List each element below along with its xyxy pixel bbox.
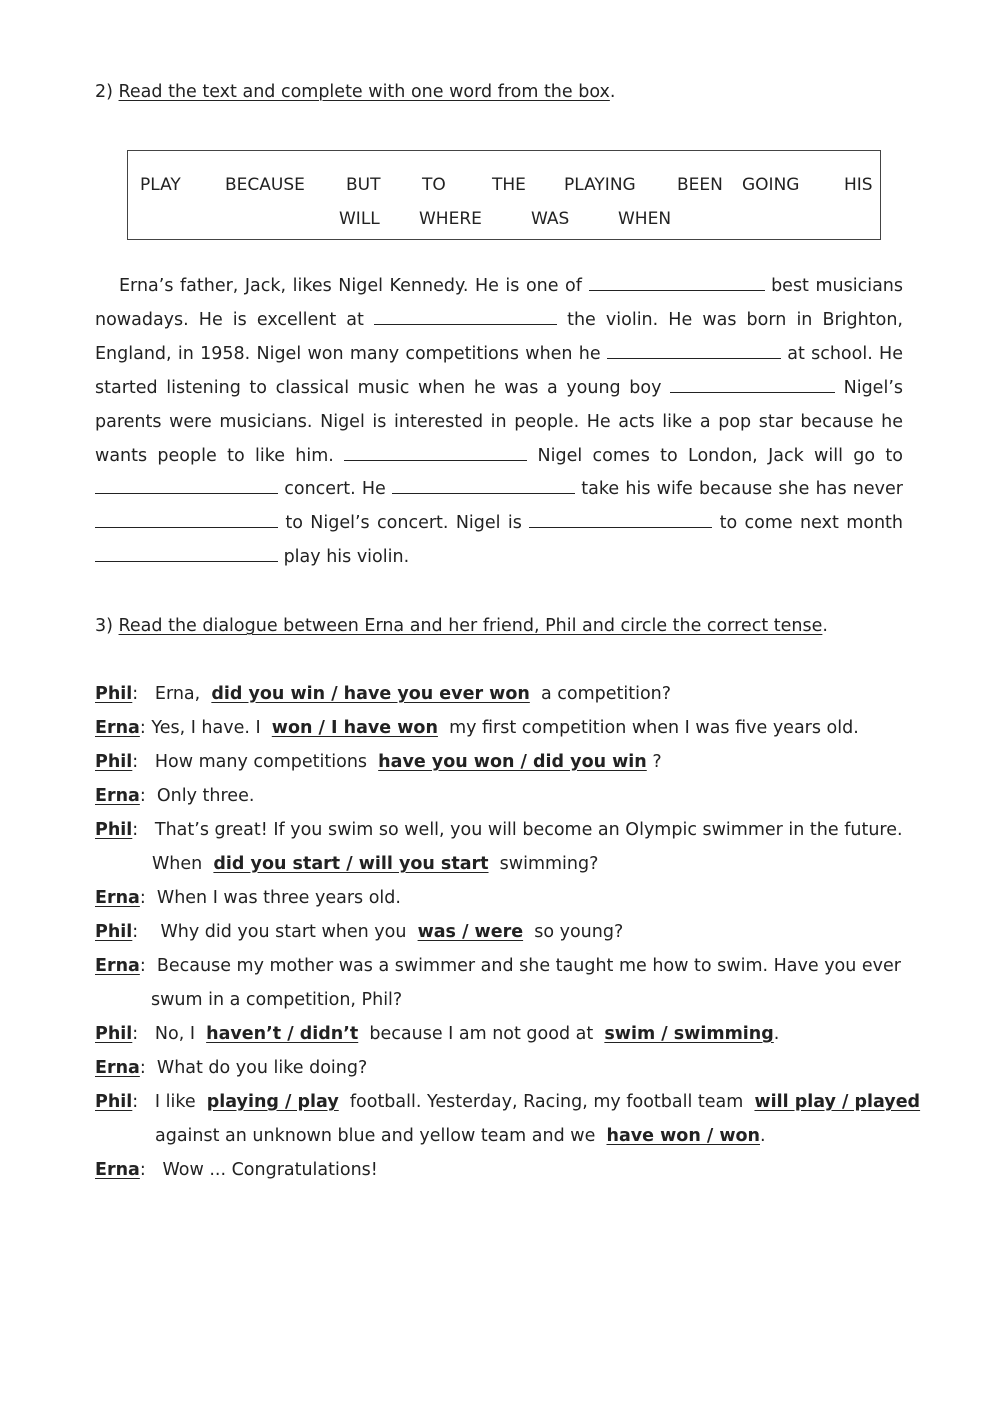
- word-box: [127, 150, 881, 240]
- speaker-name: Phil: [95, 1024, 133, 1044]
- answer-blank[interactable]: [95, 560, 278, 562]
- passage-text: take his wife because she has never: [581, 479, 903, 500]
- dialogue-line: Erna: What do you like doing?: [95, 1058, 368, 1078]
- section-2-heading: [95, 82, 615, 102]
- tense-choice[interactable]: did you win / have you ever won: [211, 684, 530, 704]
- dialogue-text: What do you like doing?: [156, 1058, 368, 1078]
- dialogue-text: swum in a competition, Phil?: [151, 990, 403, 1010]
- period: .: [822, 616, 828, 636]
- tense-choice[interactable]: have won / won: [606, 1126, 761, 1146]
- answer-blank[interactable]: [374, 323, 557, 325]
- tense-choice[interactable]: won / I have won: [271, 718, 438, 738]
- dialogue-text: because I am not good at: [369, 1024, 594, 1044]
- passage-text: Nigel comes to London, Jack will go to: [537, 445, 903, 466]
- speaker-name: Phil: [95, 752, 133, 772]
- dialogue-text: Yes, I have. I: [151, 718, 261, 738]
- dialogue-text: Wow ... Congratulations!: [162, 1160, 378, 1180]
- dialogue-line: Phil: No, I haven’t / didn’t because I am not good at swim / swimming.: [95, 1024, 780, 1044]
- speaker-name: Erna: [95, 956, 140, 976]
- dialogue-line-continued: [155, 1126, 766, 1146]
- dialogue-line-continued: [152, 854, 598, 874]
- speaker-name: Phil: [95, 922, 133, 942]
- dialogue-text: my first competition when I was five years old.: [449, 718, 859, 738]
- period: .: [609, 82, 616, 102]
- passage-text: Erna’s father, Jack, likes Nigel Kennedy. He is one of: [119, 276, 582, 296]
- dialogue-text: How many competitions: [154, 752, 368, 772]
- passage-text: to Nigel’s concert. Nigel is: [285, 513, 522, 534]
- tense-choice[interactable]: will play / played: [754, 1092, 921, 1112]
- dialogue-text: football. Yesterday, Racing, my football team: [349, 1092, 744, 1112]
- dialogue-text: Why did you start when you: [160, 922, 407, 942]
- speaker-name: Erna: [95, 1058, 140, 1078]
- answer-blank[interactable]: [589, 289, 765, 291]
- word: BECAUSE: [225, 175, 305, 195]
- dialogue-text: When I was three years old.: [156, 888, 401, 908]
- dialogue-line: Erna: Only three.: [95, 786, 255, 806]
- passage-text: at school. He started listening to classical music when he was a young boy: [95, 343, 903, 398]
- tense-choice[interactable]: playing / play: [206, 1092, 339, 1112]
- answer-blank[interactable]: [607, 357, 781, 359]
- word: WHERE: [419, 209, 482, 229]
- tense-choice[interactable]: did you start / will you start: [213, 854, 489, 874]
- dialogue-text: Only three.: [156, 786, 255, 806]
- dialogue-text: a competition?: [540, 684, 672, 704]
- answer-blank[interactable]: [95, 526, 278, 528]
- word: BUT: [346, 175, 381, 195]
- passage-text: to come next month: [719, 513, 903, 534]
- speaker-name: Erna: [95, 718, 140, 738]
- passage-text: concert. He: [284, 479, 386, 500]
- speaker-name: Erna: [95, 888, 140, 908]
- answer-blank[interactable]: [95, 492, 278, 494]
- passage-text: best musicians nowadays. He is excellent at: [95, 276, 903, 330]
- word: WAS: [531, 209, 570, 229]
- dialogue-line: Erna: Yes, I have. I won / I have won my first competition when I was five years old.: [95, 718, 859, 738]
- section-number: 3): [95, 616, 113, 636]
- word: BEEN: [677, 175, 723, 195]
- tense-choice[interactable]: swim / swimming: [604, 1024, 774, 1044]
- answer-blank[interactable]: [344, 459, 527, 461]
- dialogue-line: Erna: Wow ... Congratulations!: [95, 1160, 378, 1180]
- word: HIS: [844, 175, 873, 195]
- dialogue-line-continued: [151, 990, 402, 1010]
- dialogue-text: I like: [154, 1092, 196, 1112]
- passage: [95, 270, 903, 575]
- passage-text: Nigel’s parents were musicians. Nigel is interested in people. He acts like a pop star because he wants people to like him.: [95, 377, 903, 466]
- speaker-name: Erna: [95, 1160, 140, 1180]
- word: TO: [422, 175, 446, 195]
- dialogue-line: Phil: How many competitions have you won / did you win ?: [95, 752, 662, 772]
- dialogue-text: against an unknown blue and yellow team and we: [155, 1126, 596, 1146]
- dialogue-text: When: [152, 854, 203, 874]
- word: WILL: [339, 209, 380, 229]
- section-3-heading: [95, 616, 828, 636]
- dialogue-line: Erna: When I was three years old.: [95, 888, 401, 908]
- speaker-name: Phil: [95, 820, 133, 840]
- speaker-name: Phil: [95, 1092, 133, 1112]
- answer-blank[interactable]: [670, 391, 835, 393]
- word: WHEN: [618, 209, 672, 229]
- dialogue-line: Phil: Erna, did you win / have you ever won a competition?: [95, 684, 672, 704]
- section-number: 2): [95, 82, 113, 102]
- dialogue-text: That’s great! If you swim so well, you will become an Olympic swimmer in the future.: [154, 820, 903, 840]
- dialogue-text: so young?: [534, 922, 624, 942]
- tense-choice[interactable]: was / were: [417, 922, 524, 942]
- word: PLAYING: [564, 175, 636, 195]
- passage-text: play his violin.: [283, 547, 410, 568]
- dialogue-line: Phil: Why did you start when you was / were so young?: [95, 922, 624, 942]
- tense-choice[interactable]: haven’t / didn’t: [206, 1024, 359, 1044]
- dialogue-text: No, I: [154, 1024, 195, 1044]
- word: THE: [492, 175, 526, 195]
- dialogue-line: Erna: Because my mother was a swimmer and she taught me how to swim. Have you ever: [95, 956, 901, 976]
- dialogue-text: Because my mother was a swimmer and she taught me how to swim. Have you ever: [156, 956, 901, 976]
- dialogue-text: ?: [652, 752, 662, 772]
- dialogue-text: .: [773, 1024, 780, 1044]
- answer-blank[interactable]: [392, 492, 575, 494]
- section-instruction: Read the text and complete with one word from the box: [118, 82, 610, 102]
- section-instruction: Read the dialogue between Erna and her friend, Phil and circle the correct tense: [118, 616, 823, 636]
- dialogue-line: Phil: I like playing / play football. Yesterday, Racing, my football team will play / played: [95, 1092, 921, 1112]
- passage-text: the violin. He was born in Brighton, England, in 1958. Nigel won many competitions when he: [95, 309, 903, 364]
- dialogue-text: swimming?: [499, 854, 599, 874]
- word: PLAY: [140, 175, 181, 195]
- dialogue-text: .: [760, 1126, 766, 1146]
- dialogue-line: Phil: That’s great! If you swim so well, you will become an Olympic swimmer in the future.: [95, 820, 903, 840]
- speaker-name: Erna: [95, 786, 140, 806]
- tense-choice[interactable]: have you won / did you win: [378, 752, 647, 772]
- speaker-name: Phil: [95, 684, 133, 704]
- word: GOING: [742, 175, 800, 195]
- dialogue-text: Erna,: [154, 684, 201, 704]
- answer-blank[interactable]: [529, 526, 712, 528]
